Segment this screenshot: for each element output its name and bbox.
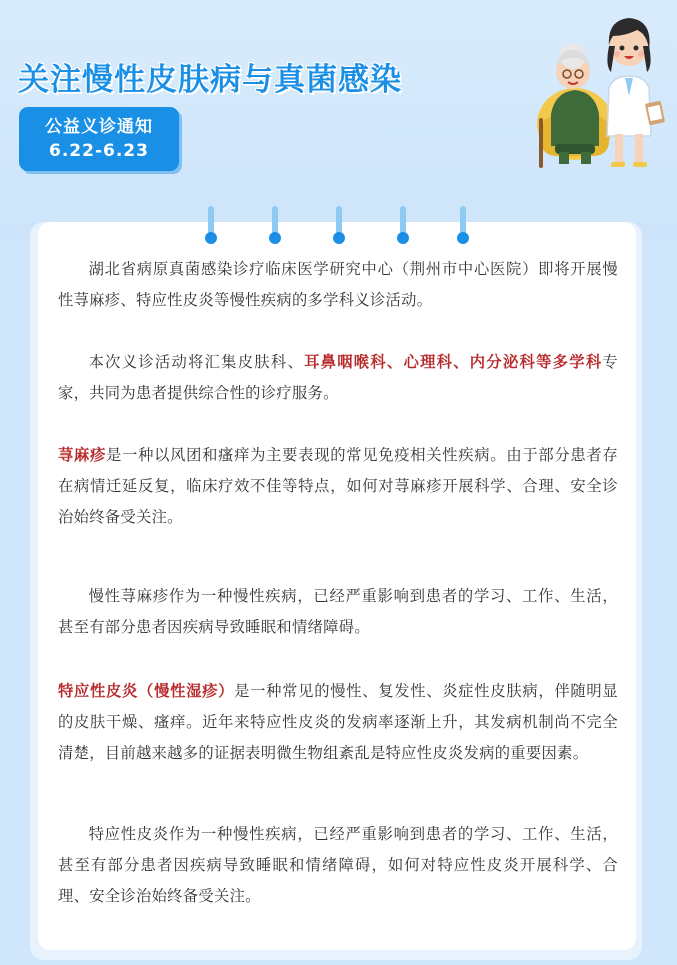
notice-badge <box>19 107 179 171</box>
binder-ring <box>457 206 469 246</box>
highlight-departments: 耳鼻咽喉科、心理科、内分泌科等多学科 <box>304 353 603 371</box>
text-segment: 是一种以风团和瘙痒为主要表现的常见免疫相关性疾病。由于部分患者存在病情迁延反复，临床疗效不佳等特点，如何对荨麻疹开展科学、合理、安全诊治始终备受关注。 <box>58 446 618 526</box>
text-segment: 本次义诊活动将汇集皮肤科、 <box>88 353 305 371</box>
text-segment: 是一种常见的慢性、复发性、炎症性皮肤病，伴随明显的皮肤干燥、瘙痒。近年来特应性皮炎的发病率逐渐上升，其发病机制尚不完全清楚，目前越来越多的证据表明微生物组紊乱是特应性皮炎发病的重要因素。 <box>58 682 619 762</box>
paragraph-intro: 湖北省病原真菌感染诊疗临床医学研究中心（荆州市中心医院）即将开展慢性荨麻疹、特应性皮炎等慢性疾病的多学科义诊活动。 <box>58 260 618 309</box>
paragraph-atopic-impact: 特应性皮炎作为一种慢性疾病，已经严重影响到患者的学习、工作、生活，甚至有部分患者因疾病导致睡眠和情绪障碍，如何对特应性皮炎开展科学、合理、安全诊治始终备受关注。 <box>58 825 618 905</box>
paragraph-chronic-urticaria: 慢性荨麻疹作为一种慢性疾病，已经严重影响到患者的学习、工作、生活，甚至有部分患者因疾病导致睡眠和情绪障碍。 <box>58 587 618 636</box>
binder-ring <box>333 206 345 246</box>
badge-dates: 6.22-6.23 <box>49 141 149 161</box>
text-segment: 专家，共同为患者提供综合性的诊疗服务。 <box>58 353 618 402</box>
paragraph-atopic-dermatitis <box>58 676 618 769</box>
highlight-atopic-dermatitis: 特应性皮炎（慢性湿疹） <box>58 682 235 700</box>
binder-ring <box>269 206 281 246</box>
doctor-and-patient-illustration <box>525 6 673 176</box>
badge-label: 公益义诊通知 <box>45 117 153 137</box>
binder-ring <box>205 206 217 246</box>
page-title: 关注慢性皮肤病与真菌感染 <box>18 62 402 98</box>
highlight-urticaria: 荨麻疹 <box>58 446 107 464</box>
notice-content <box>58 254 618 912</box>
binder-ring <box>397 206 409 246</box>
paragraph-urticaria <box>58 440 618 533</box>
paragraph-departments <box>58 347 618 409</box>
